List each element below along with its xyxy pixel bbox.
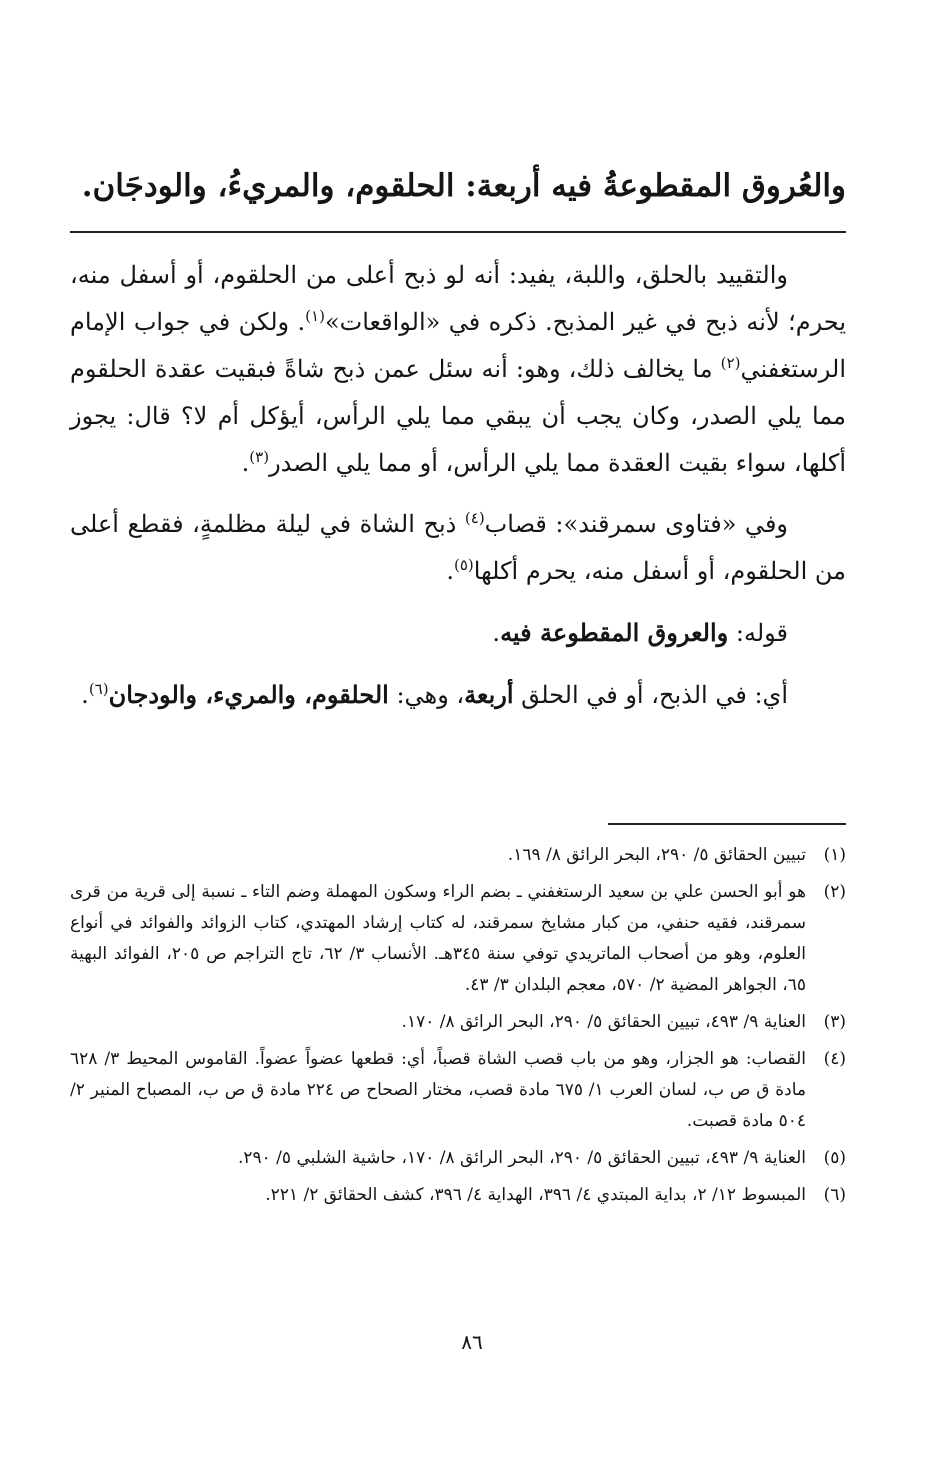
- text-run: والتقييد بالحلق، واللبة، يفيد: أنه لو ذبح أعلى من الحلقوم، أو أسفل منه، يحرم؛ لأنه ذبح في غير المذبح. ذكره في «الواقعات»: [70, 261, 846, 336]
- text-run: وفي «فتاوى سمرقند»: قصاب: [484, 510, 788, 538]
- matn-heading: والعُروق المقطوعةُ فيه أربعة: الحلقوم، والمريءُ، والودجَان.: [81, 168, 846, 204]
- footnote-marker: (٤): [464, 509, 485, 527]
- footnote: [70, 1143, 846, 1174]
- footnote-text: [70, 1007, 806, 1038]
- footnote: [70, 877, 846, 1001]
- footnotes: [70, 840, 846, 1217]
- commentary-paragraph: [70, 671, 846, 719]
- commentary-body: [70, 252, 846, 719]
- footnote-number: (٢): [823, 882, 846, 902]
- footnote: [70, 1007, 846, 1038]
- footnote-number: (٦): [823, 1185, 846, 1205]
- text-run: .: [81, 681, 89, 709]
- text-run: تبيين الحقائق ٥/ ٢٩٠، البحر الرائق ٨/ ١٦٩.: [507, 845, 806, 865]
- paragraph-gap: [70, 595, 846, 609]
- footnote-number: (٣): [823, 1012, 846, 1032]
- footnote-text: [70, 1044, 806, 1137]
- text-run: .: [446, 557, 454, 585]
- bold-text: والعروق المقطوعة فيه: [500, 618, 729, 647]
- commentary-paragraph: [70, 501, 846, 595]
- page-number: ٨٦: [461, 1330, 483, 1354]
- footnote-text: [70, 1180, 806, 1211]
- paragraph-gap: [70, 487, 846, 501]
- matn-separator: [70, 231, 846, 233]
- text-run: . ولكن في جواب الإمام الرستغفني: [70, 308, 846, 383]
- footnote-number: (٤): [823, 1049, 846, 1069]
- footnote-marker: (١): [305, 307, 325, 325]
- footnote-marker: (٢): [720, 354, 741, 372]
- footnote-marker: (٥): [454, 556, 474, 574]
- footnote-marker: (٦): [88, 680, 109, 698]
- footnote: [70, 1044, 846, 1137]
- text-run: العناية ٩/ ٤٩٣، تبيين الحقائق ٥/ ٢٩٠، البحر الرائق ٨/ ١٧٠، حاشية الشلبي ٥/ ٢٩٠.: [237, 1148, 806, 1168]
- commentary-paragraph: [70, 252, 846, 487]
- text-run: ، وهي:: [388, 681, 465, 709]
- text-run: ما يخالف ذلك، وهو: أنه سئل عمن ذبح شاةً فبقيت عقدة الحلقوم مما يلي الصدر، وكان يجب أن يبقي مما يلي الرأس، أيؤكل أم لا؟ قال: يجوز أكلها، سواء بقيت العقدة مما يلي الرأس، أو مما يلي الصدر: [70, 355, 846, 477]
- text-run: القصاب: هو الجزار، وهو من باب قصب الشاة قصباً، أي: قطعها عضواً عضواً. القاموس المحيط ٣/ ٦٢٨ مادة ق ص ب، لسان العرب ١/ ٦٧٥ مادة قصب، مختار الصحاح ص ٢٢٤ مادة ق ص ب، المصباح المنير ٢/ ٥٠٤ مادة قصبت.: [70, 1049, 806, 1131]
- bold-text: أربعة: [464, 680, 514, 709]
- footnote-marker: (٣): [249, 448, 270, 466]
- footnote: [70, 840, 846, 871]
- footnote: [70, 1180, 846, 1211]
- text-run: العناية ٩/ ٤٩٣، تبيين الحقائق ٥/ ٢٩٠، البحر الرائق ٨/ ١٧٠.: [401, 1012, 806, 1032]
- text-run: أي: في الذبح، أو في الحلق: [513, 681, 788, 709]
- footnote-text: [70, 877, 806, 1001]
- text-run: ذبح الشاة في ليلة مظلمةٍ، فقطع أعلى من الحلقوم، أو أسفل منه، يحرم أكلها: [70, 510, 846, 585]
- footnote-text: [70, 1143, 806, 1174]
- footnote-number: (١): [823, 845, 846, 865]
- footnote-text: [70, 840, 806, 871]
- text-run: .: [241, 449, 250, 477]
- footnote-number: (٥): [823, 1148, 846, 1168]
- bold-text: الحلقوم، والمريء، والودجان: [108, 680, 389, 709]
- commentary-paragraph: [70, 609, 846, 657]
- text-run: .: [492, 619, 501, 647]
- text-run: هو أبو الحسن علي بن سعيد الرستغفني ـ بضم الراء وسكون المهملة وضم التاء ـ نسبة إلى قرية من قرى سمرقند، فقيه حنفي، من كبار مشايخ سمرقند، له كتاب إرشاد المهتدي، كتاب الزوائد والفوائد في أنواع العلوم، وهو من أصحاب الماتريدي توفي سنة ٣٤٥هـ. الأنساب ٣/ ٦٢، تاج التراجم ص ٢٠٥، الفوائد البهية ٦٥، الجواهر المضية ٢/ ٥٧٠، معجم البلدان ٣/ ٤٣.: [70, 882, 807, 995]
- text-run: قوله:: [728, 619, 788, 647]
- footnote-separator: [608, 823, 846, 825]
- paragraph-gap: [70, 657, 846, 671]
- text-run: المبسوط ١٢/ ٢، بداية المبتدي ٤/ ٣٩٦، الهداية ٤/ ٣٩٦، كشف الحقائق ٢/ ٢٢١.: [265, 1185, 806, 1205]
